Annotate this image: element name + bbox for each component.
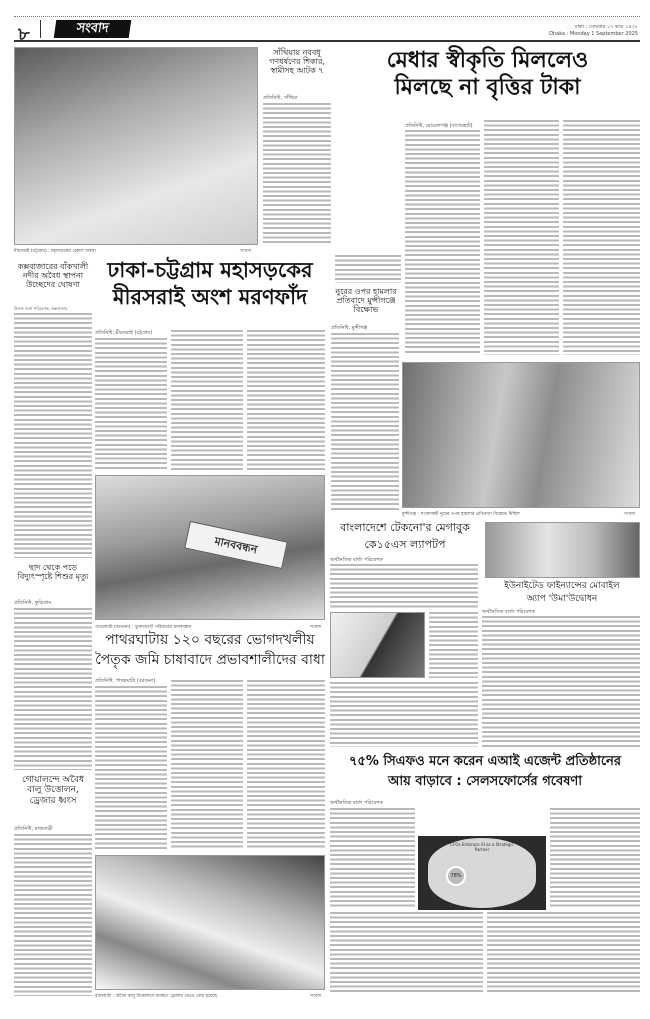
photo-manabbandhan	[95, 475, 325, 620]
headline-united-2: অ্যাপ 'উমা'উদ্বোধন	[526, 594, 598, 604]
photo-manabbandhan-credit: সংবাদ	[310, 625, 322, 630]
body-cfo-col1	[330, 808, 415, 908]
body-united	[482, 616, 640, 747]
body-medha-left	[335, 255, 401, 283]
page-number: ৮	[18, 24, 30, 45]
body-dhaka-ctg-col2	[171, 330, 243, 470]
body-dhaka-ctg-col3	[247, 330, 325, 470]
headline-goalondo: গোয়ালন্দে অবৈধ বালু উত্তোলন, ড্রেজার ধ্বংস	[21, 775, 85, 806]
headline-chad: ছাদ থেকে পড়ে বিদ্যুৎস্পৃষ্টে শিশুর মৃত্যু	[17, 563, 89, 582]
byline-goalondo: প্রতিনিধি, রাজবাড়ী	[14, 826, 53, 832]
body-tecno-bottom	[330, 682, 478, 747]
body-chad	[14, 608, 92, 770]
photo-manabbandhan-caption: পাথরঘাটা (বরগুনা) : ভুক্তভোগী পরিবারের মানববন্ধন	[95, 625, 192, 630]
photo-dredger-credit: সংবাদ	[310, 994, 322, 999]
body-nur	[331, 333, 399, 510]
body-patharghata-col3	[247, 680, 325, 850]
cfo-graphic-title: CFOs Embrace AI as a Strategic Partner	[450, 842, 514, 852]
body-cfo-bottom-left	[330, 912, 483, 994]
byline-united: অর্থনৈতিক বার্তা পরিবেশক	[482, 609, 535, 615]
body-patharghata-col2	[171, 680, 243, 850]
headline-cfo-1: ৭৫% সিএফও মনে করেন এআই এজেন্ট প্রতিষ্ঠানের	[348, 754, 622, 769]
top-photo-caption: মীরসরাই (চট্টগ্রাম) : মহাসড়কের বেহাল অবস্থা	[14, 249, 96, 254]
masthead-logo: সংবাদ	[54, 20, 132, 38]
byline-patharghata: প্রতিনিধি, পাথরঘাটা (বরগুনা)	[95, 678, 156, 684]
body-patharghata-col1	[95, 686, 167, 850]
headline-coxsbazar: কক্সবাজারের বাঁকখালী নদীর অবৈধ স্থাপনা উচ্ছেদের ঘোষণা	[17, 262, 89, 290]
headline-nur: নুরের ওপর হামলার প্রতিবাদে মুন্সীগঞ্জে বিক্ষোভ	[335, 287, 397, 315]
header-divider	[40, 20, 41, 38]
header-rule	[14, 40, 640, 42]
byline-cfo: অর্থনৈতিক বার্তা পরিবেশক	[330, 800, 383, 806]
header-date-en: Dhaka : Monday 1 September 2025	[549, 31, 638, 37]
top-photo-credit: সংবাদ	[240, 249, 252, 254]
byline-coxsbazar: নিজস্ব বার্তা পরিবেশক, কক্সবাজার	[14, 306, 68, 311]
body-cfo-bottom-right	[487, 912, 640, 994]
byline-dhaka-ctg: প্রতিনিধি, মীরসরাই (চট্টগ্রাম)	[95, 330, 153, 336]
body-cfo-col3	[550, 808, 640, 908]
byline-tecno: অর্থনৈতিক বার্তা পরিবেশক	[330, 557, 383, 563]
body-medha-col2	[484, 120, 559, 355]
body-tecno-top	[330, 564, 478, 609]
headline-tecno-2: কে১৫এস ল্যাপটপ	[364, 538, 446, 551]
headline-patharghata-2: পৈতৃক জমি চাষাবাদে প্রভাবশালীদের বাধা	[95, 652, 325, 668]
headline-medha-1: মেধার স্বীকৃতি মিললেও	[386, 48, 589, 73]
headline-tecno-1: বাংলাদেশে টেকনো'র মেগাবুক	[340, 521, 470, 534]
photo-protest-caption: মুন্সীগঞ্জ : সংবাদকর্মী নুরের ওপর হামলার প্রতিবাদে বিক্ষোভ মিছিল	[402, 512, 520, 517]
body-medha-col3	[563, 120, 640, 355]
headline-santhia: সাঁথিয়ায় নববধূ গণধর্ষণের শিকার, স্বামীসহ আটক ৭	[269, 48, 325, 76]
body-dhaka-ctg-col1	[95, 338, 167, 470]
body-goalondo	[14, 834, 92, 996]
headline-medha-2: মিলছে না বৃত্তির টাকা	[394, 75, 581, 100]
body-medha-col1	[405, 130, 480, 355]
cfo-graphic-stat: 78%	[446, 866, 466, 886]
photo-dredger-caption: রাজবাড়ী : অবৈধ বালু উত্তোলনে ব্যবহৃত ড্রেজার ভেঙে দেয়া হয়েছে	[95, 994, 217, 999]
photo-banner-text: মানববন্ধন	[184, 521, 288, 569]
body-santhia	[263, 103, 331, 245]
headline-dhaka-ctg-1: ঢাকা-চট্টগ্রাম মহাসড়কের	[107, 258, 313, 282]
photo-united-finance	[485, 522, 640, 578]
top-photo-highway	[14, 47, 258, 245]
photo-dredger	[95, 855, 325, 990]
header-rule-dotted	[14, 16, 640, 17]
headline-patharghata-1: পাথরঘাটায় ১২০ বছরের ভোগদখলীয়	[105, 632, 315, 648]
byline-medha: প্রতিনিধি, মোরেলগঞ্জ (বাগেরহাট)	[405, 123, 473, 129]
photo-protest-credit: সংবাদ	[624, 512, 636, 517]
photo-laptop	[330, 612, 425, 678]
byline-nur: প্রতিনিধি, মুন্সীগঞ্জ	[331, 325, 368, 331]
body-coxsbazar	[14, 313, 92, 558]
byline-santhia: প্রতিনিধি, সাঁথিয়া	[263, 95, 298, 101]
photo-protest	[402, 362, 640, 508]
headline-cfo-2: আয় বাড়াবে : সেলসফোর্সের গবেষণা	[387, 774, 582, 789]
header-date-bn: ঢাকা : সোমবার ১৭ ভাদ্র ১৪৩২	[574, 24, 638, 30]
headline-dhaka-ctg-2: মীরসরাই অংশ মরণফাঁদ	[112, 285, 308, 309]
body-tecno-side	[429, 612, 478, 678]
byline-chad: প্রতিনিধি, কুড়িগ্রাম	[14, 600, 52, 606]
headline-united-1: ইউনাইটেড ফাইন্যান্সের মোবাইল	[504, 581, 620, 591]
cfo-graphic	[418, 836, 546, 910]
